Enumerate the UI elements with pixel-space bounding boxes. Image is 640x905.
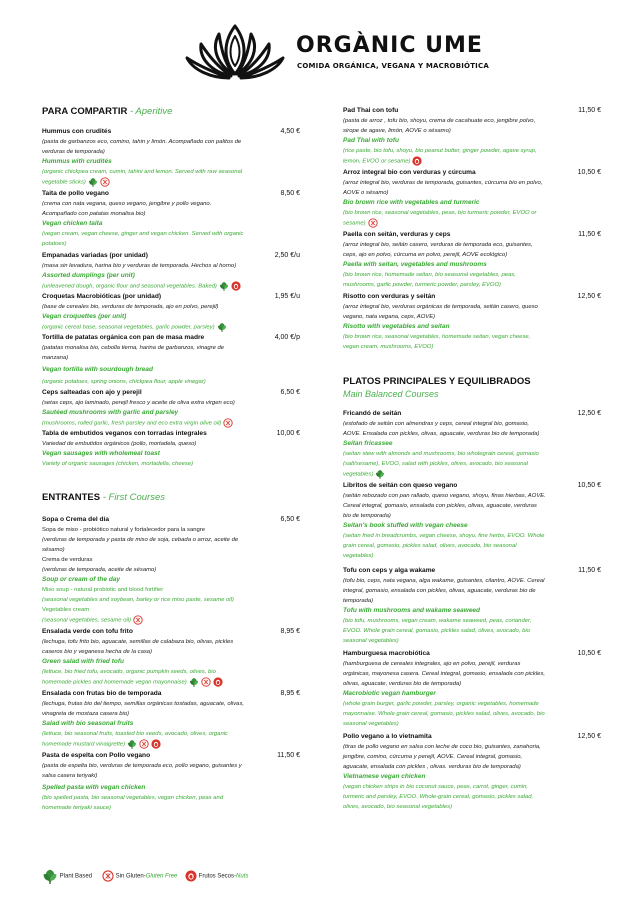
item-desc-en: seasonal vegetables) [343,721,399,727]
menu-item-croquetas [42,292,300,333]
menu-item-padthai [343,106,601,167]
item-desc: (lechuga, frutas bio del tiempo, semillas orgánicas tostadas, aguacate, olivas, [42,701,245,707]
item-desc-en: (bio brown rice, seasonal vegetables, peas, bio turmeric powder, EVOO or [343,210,537,216]
item-desc: (arroz integral bio, verduras de temporada, guisantes, cúrcuma bio en polvo, [343,180,543,186]
item-name: Ceps salteadas con ajo y perejil [42,389,142,396]
plant-based-icon [88,177,98,187]
item-desc-en-text: (organic cereal base, seasonal vegetables, garlic powder, parsley) [42,324,215,331]
item-desc: Acompañado con patatas monalisa bio) [42,211,146,217]
item-name-en: Tofu with mushrooms and wakame seaweed [343,607,481,614]
item-name: Hamburguesa macrobiótica [343,650,430,657]
section-title-compartir [42,106,172,117]
menu-item-ceps [42,388,300,429]
item-name: Pasta de espelta con Pollo vegano [42,752,151,759]
item-desc-en: vegan cream, mushrooms, EVOO) [343,344,434,350]
item-desc: (setas ceps, ajo laminado, perejil fresco y aceite de oliva extra virgen eco) [42,400,235,406]
menu-item-libritos [343,481,601,561]
item-price: 6,50 € [280,516,300,523]
item-name: Pollo vegano a lo vietnamita [343,733,432,740]
item-desc-en [42,177,300,188]
item-desc: manzana) [42,355,69,361]
item-desc-en: mayonnaise. Whole grain cereal, gomasio, pickles salad, olives, avocado, bio [343,711,545,717]
item-desc: (pasta de espelta bio, verduras de temporada eco, pollo vegano, guisantes y [42,763,242,769]
item-desc: jengibre, comino, cúrcuma y perejil, AOVE. Cereal integral, gomasio, [343,754,523,760]
item-name: Pad Thai con tofu [343,107,399,114]
plant-based-icon [127,739,137,749]
legend-label-en: Nuts [236,873,249,880]
item-desc-en: grain cereal, gomasio, pickles salad, olives, avocado, bio seasonal [343,543,517,549]
item-name: Tofu con ceps y alga wakame [343,567,436,574]
nuts-icon [151,739,161,749]
item-name-en: Paella with seitan, vegetables and mushrooms [343,261,487,268]
legend-nuts [185,870,248,882]
item-price: 11,50 € [578,107,601,114]
item-desc-en: (organic potatoes, spring onions, chickpea flour, apple vinegar) [42,379,206,385]
item-price: 12,50 € [577,293,601,300]
menu-item-arroz [343,168,601,229]
item-name: Hummus con crudités [42,128,112,135]
item-price: 11,50 € [277,752,300,759]
item-name-en: Macrobiotic vegan hamburger [343,690,436,697]
menu-item-sopa [42,515,300,626]
item-desc-en-text: vegetable sticks) [42,179,86,186]
gluten-free-icon [223,418,233,428]
item-desc-en [42,281,300,292]
item-desc: (crema con nata vegana, queso vegano, jengibre y pollo vegano. [42,201,212,207]
menu-item-pasta [42,751,300,813]
legend-label: Plant Based [59,873,93,880]
item-name-en: Vegan croquettes (per unit) [42,313,127,320]
item-desc: integral, gomasio, ensalada con pickles, olivas, aguacate, verduras bio de [343,588,536,594]
item-name-en: Vegan sausages with wholemeal toast [42,450,160,457]
item-desc: (verduras de temporada, aceite de sésamo) [42,567,157,573]
item-desc-en [42,418,300,429]
item-desc-en [343,469,601,480]
item-desc-en-text: vegetables) [343,471,374,478]
legend [42,868,342,888]
item-desc-en: (seitan fried in breadcrumbs, vegan cheese, shoyu, fine herbs, EVOO. Whole [343,533,545,539]
item-name: Risotto con verduras y seitán [343,293,436,300]
item-price: 10,50 € [577,650,601,657]
item-desc-en: (vegan cream, vegan cheese, ginger and vegan chicken. Served with organic [42,231,244,237]
item-desc: (verduras de temporada y pasta de miso de soja, cebada o arroz, aceite de [42,537,239,543]
item-desc: sésamo) [42,547,65,553]
item-desc-en: (bio tofu, mushrooms, vegan cream, wakame seaweed, peas, coriander, [343,618,532,624]
item-desc: (pasta de arroz , tofu bio, shoyu, crema de cacahuate eco, jengibre polvo, [343,118,536,124]
item-desc: verduras de temporada) [42,149,105,155]
item-desc-en: (seasonal vegetables and soybean, barley or rice miso paste, sesame oil) [42,597,234,603]
legend-sep: - [234,873,237,880]
item-price: 2,50 €/u [274,252,300,259]
item-desc: (seitán rebozado con pan rallado, queso vegano, shoyu, finas hierbas, AOVE. [343,493,546,499]
item-desc-en [42,615,300,626]
item-desc: AOVE o sésamo) [343,190,389,196]
item-desc-en-text: homemade mustard vinaigrette) [42,741,126,748]
item-desc: Crema de verduras [42,557,93,563]
item-desc-en: (organic chickpea cream, cumin, tahini and lemon. Served with raw seasonal [42,169,243,175]
item-name-en: Green salad with fried tofu [42,658,124,665]
menu-item-ensalada-frutas [42,689,300,750]
item-name: Tabla de embutidos veganos con torradas integrales [42,430,207,437]
menu-item-hummus [42,127,300,188]
section-title-principales: PLATOS PRINCIPALES Y EQUILIBRADOS [343,376,531,387]
item-desc-en: (lettuce, bio fried tofu, avocado, organic pumpkin seeds, olives, bio [42,669,216,675]
lotus-logo-icon [183,20,287,84]
item-desc-en: (lettuce, bio seasonal fruits, toasted bio seeds, avocado, olives, organic [42,731,228,737]
section-title-es: ENTRANTES [42,492,101,503]
item-price: 8,95 € [280,690,300,697]
item-price: 6,50 € [280,389,300,396]
menu-item-tofu-ceps [343,566,601,646]
item-desc-en: (bio brown rice, homemade seitan, bio seasonal vegetables, peas, [343,272,516,278]
item-name: Ensalada con frutas bio de temporada [42,690,162,697]
item-desc: Cereal integral, gomasio, ensalada con pickles, olivas, aguacate, verduras [343,503,537,509]
menu-item-pollo-vietnamita [343,732,601,812]
brand-tagline: COMIDA ORGÁNICA, VEGANA Y MACROBIÓTICA [297,62,489,70]
item-desc-en: Variety of organic sausages (chicken, mortadella, cheese) [42,461,194,467]
item-price: 12,50 € [577,733,601,740]
item-name-en: Sautéed mushrooms with garlic and parsley [42,409,179,416]
item-desc: (estofado de seitán con almendras y ceps, cereal integral bio, gomasio, [343,421,529,427]
plant-based-icon [219,281,229,291]
item-desc-en: (vegan chicken strips in bio coconut sauce, peas, carrot, ginger, cumin, [343,784,528,790]
item-name: Fricandó de seitán [343,410,402,417]
item-desc: (tiras de pollo vegano en salsa con leche de coco bio, guisantes, zanahoria, [343,744,541,750]
menu-item-taita [42,189,300,249]
menu-item-embutidos [42,429,300,469]
plant-based-icon [189,677,199,687]
item-desc: bio de temporada) [343,513,391,519]
item-desc: caseros bio y veganesa hecha de la casa) [42,649,153,655]
item-desc: olivas, aguacate, verduras bio de temporada) [343,681,462,687]
item-name: Tortilla de patatas orgánica con pan de masa madre [42,334,205,341]
legend-gluten-free [102,870,177,882]
nuts-icon [185,870,197,882]
item-desc-en [42,677,300,688]
gluten-free-icon [139,739,149,749]
item-price: 11,50 € [578,231,601,238]
item-desc-en: turmeric and parsley, EVOO. Whole-grain cereal, gomasio, pickles salad, [343,794,534,800]
item-name-en: Vietnamese vegan chicken [343,773,426,780]
item-price: 10,50 € [577,169,601,176]
menu-item-fricando [343,409,601,480]
item-desc: vegano, nata vegana, ceps, AOVE) [343,314,436,320]
item-desc-en-text: homemade pickles and homemade vegan mayonnaise) [42,679,187,686]
item-price: 4,00 €/p [274,334,300,341]
item-desc-en: mushrooms, garlic powder, turmeric powder, parsley, EVOO) [343,282,502,288]
item-desc-en: homemade teriyaki sauce) [42,805,112,811]
item-desc-en-text: (unleavened dough, organic flour and seasonal vegetables. Baked) [42,283,217,290]
item-name-en: Spelled pasta with vegan chicken [42,784,146,791]
section-subtitle-principales: Main Balanced Courses [343,389,439,399]
item-desc: (masa sin levadura, harina bio y verduras de temporada. Hechos al horno) [42,263,237,269]
menu-item-paella [343,230,601,290]
item-desc: Variedad de embutidos orgánicos (pollo, mortadela, queso) [42,441,197,447]
legend-plant-based [42,868,92,884]
item-desc: temporada) [343,598,374,604]
item-price: 1,95 €/u [274,293,300,300]
item-desc: ceps, ajo en polvo, cúrcuma en polvo, perejil, AOVE ecológico) [343,252,508,258]
nuts-icon [231,281,241,291]
item-name-en: Vegan tortilla with sourdough bread [42,366,153,373]
item-desc-en: EVOO. Whole grain cereal, gomasio, pickles salad, olives, avocado, bio [343,628,530,634]
item-desc-en: (seitan stew with almonds and mushrooms, bio wholegrain cereal, gomasio [343,451,539,457]
plant-based-icon [217,322,227,332]
item-name: Libritos de seitán con queso vegano [343,482,458,489]
menu-item-hamburguesa [343,649,601,729]
item-price: 4,50 € [280,128,300,135]
item-name: Arroz integral bio con verduras y cúrcuma [343,169,476,176]
plant-based-icon [375,469,385,479]
item-name: Sopa o Crema del día [42,516,110,523]
item-name-en: Vegan chicken taita [42,220,103,227]
item-desc-en: (salt/sesame), EVOO, salad with pickles, olives, avocado, bio seasonal [343,461,528,467]
section-title-en: Aperitive [135,106,173,117]
item-name-en: Salad with bio seasonal fruits [42,720,134,727]
menu-item-ensalada-tofu [42,627,300,688]
item-desc: sirope de agave, limón, AOVE o sésamo) [343,128,451,134]
item-name: Croquetas Macrobióticas (por unidad) [42,293,162,300]
item-desc-en [343,156,601,167]
item-name-en: Soup or cream of the day [42,576,121,583]
item-desc: (tofu bio, ceps, nata vegana, alga wakame, guisantes, cilantro, AOVE. Cereal [343,578,545,584]
item-name-en: Assorted dumplings (per unit) [42,272,135,279]
item-desc: aguacate, ensalada con pickles , olivas. verduras bio de temporada) [343,764,521,770]
item-price: 10,50 € [577,482,601,489]
item-desc-en: Vegetables cream [42,607,90,613]
item-desc: AOVE. Ensalada con pickles, olivas, aguacate, verduras bio de temporada) [343,431,540,437]
menu-item-empanadas [42,251,300,292]
legend-label-en: Gluten Free [145,873,178,880]
item-name-en: Pad Thai with tofu [343,137,399,144]
item-desc: (arroz integral bio, seitán casero, verduras de temporada eco, guisantes, [343,242,533,248]
nuts-icon [412,156,422,166]
nuts-icon [213,677,223,687]
item-desc: Sopa de miso - probiótico natural y fortalecedor para la sangre [42,527,206,533]
item-desc-en: Miso soup - natural probiotic and blood fortifier [42,587,164,593]
item-desc: (hamburguesa de cereales integrales, ajo en polvo, perejil, verduras [343,661,521,667]
section-title-sep: - [127,106,136,117]
menu-header [0,0,640,100]
item-desc: vinagreta de mostaza casera bio) [42,711,130,717]
item-desc-en-text: lemon, EVOO or sesame) [343,158,411,165]
item-name-en: Seitan fricassee [343,440,393,447]
item-desc: (patatas monalisa bio, cebolla tierna, harina de garbanzos, vinagre de [42,345,225,351]
item-desc: (lechuga, tofu frito bio, aguacate, semillas de calabaza bio, olivas, pickles [42,639,234,645]
item-desc-en [42,739,300,750]
item-price: 11,50 € [578,567,601,574]
plant-based-icon [42,868,58,884]
item-desc-en: potatoes) [42,241,67,247]
gluten-free-icon [100,177,110,187]
item-price: 8,95 € [280,628,300,635]
item-desc-en: vegetables) [343,553,374,559]
item-price: 8,50 € [280,190,300,197]
gluten-free-icon [201,677,211,687]
item-desc-en-text: sesame) [343,220,366,227]
item-desc-en [343,218,601,229]
menu-item-risotto [343,292,601,352]
brand-name: ORGÀNIC UME [296,33,483,58]
item-desc-en: (whole grain burger, garlic powder, parsley, organic vegetables, homemade [343,701,539,707]
item-desc-en: (bio spelled pasta, bio seasonal vegetables, vegan chicken, peas and [42,795,224,801]
legend-label: Frutos Secos [198,873,235,880]
menu-item-tortilla [42,333,300,387]
item-desc-en: seasonal vegetables) [343,638,399,644]
item-name-en: Risotto with vegetables and seitan [343,323,450,330]
item-name-en: Bio brown rice with vegetables and turmeric [343,199,480,206]
section-title-sep: - [100,492,109,503]
item-desc-en: (rice paste, bio tofu, shoyu, bio peanut butter, ginger powder, agave syrup, [343,148,537,154]
item-desc: (base de cereales bio, verduras de temporada, ajo en polvo, perejil) [42,304,219,310]
legend-label: Sin Gluten [115,873,144,880]
item-desc-en: olives, avocado, bio seasonal vegetables) [343,804,453,810]
item-name: Paella con seitán, verduras y ceps [343,231,451,238]
gluten-free-icon [133,615,143,625]
section-title-entrantes [42,492,165,503]
item-desc-en-text: (seasonal vegetables, sesame oil) [42,617,132,624]
section-title-es: PARA COMPARTIR [42,106,128,117]
item-desc-en-text: (mushrooms, rolled garlic, fresh parsley and eco extra virgin olive oil) [42,420,222,427]
item-desc: (arroz integral bio, verduras orgánicas de temporada, seitán casero, queso [343,304,538,310]
item-name: Ensalada verde con tofu frito [42,628,133,635]
item-desc: (pasta de garbanzos eco, comino, tahin y limón. Acompañado con palitos de [42,139,242,145]
item-price: 10,00 € [276,430,300,437]
item-name: Empanadas variadas (por unidad) [42,252,148,259]
item-desc: salsa casera teriyaki) [42,773,98,779]
gluten-free-icon [368,218,378,228]
item-price: 12,50 € [577,410,601,417]
item-desc-en: (bio brown rice, seasonal vegetables, homemade seitan, vegan cheese, [343,334,531,340]
gluten-free-icon [102,870,114,882]
legend-sep: - [143,873,146,880]
item-name-en: Hummus with crudités [42,158,112,165]
item-desc: orgánicas, mayonesa casera. Cereal integral, gomasio, ensalada con pickles, [343,671,546,677]
item-name: Taita de pollo vegano [42,190,109,197]
item-desc-en [42,322,300,333]
section-title-en: First Courses [108,492,165,503]
item-name-en: Seitan's book stuffed with vegan cheese [343,522,468,529]
